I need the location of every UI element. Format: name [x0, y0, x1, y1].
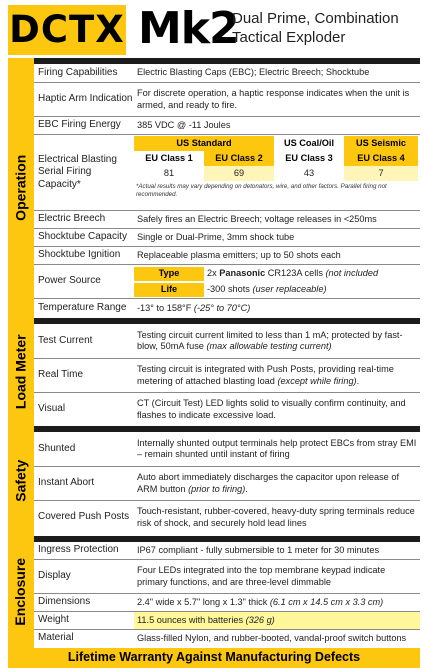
instant-abort-text: Auto abort immediately discharges the capacitor upon release of ARM button — [137, 472, 399, 494]
row-value: Replaceable plasma emitters; up to 50 shots each — [137, 249, 341, 260]
row-ingress — [34, 542, 420, 559]
power-type-key: Type — [134, 267, 204, 281]
class-3: EU Class 3 — [274, 151, 344, 166]
instant-abort-end: . — [245, 483, 248, 494]
group-us-seismic: US Seismic — [344, 136, 418, 151]
table-footnote: *Actual results may vary depending on detonators, wire, and other factors. Parallel firing not recommended. — [136, 183, 387, 198]
test-current-note: (max allowable testing current) — [206, 341, 332, 351]
product-name: Dual Prime, Combination Tactical Exploder — [232, 10, 399, 46]
section-load-meter — [8, 318, 420, 426]
power-type-post: CR123A cells — [265, 267, 326, 278]
row-label: Dimensions — [38, 596, 91, 608]
section-enclosure — [8, 536, 420, 648]
weight-text: 11.5 ounces with batteries — [137, 614, 246, 625]
row-dimensions — [34, 593, 420, 611]
row-value: Touch-resistant, rubber-covered, heavy-duty spring terminals reduce risk of shock, and securely hold lead lines — [137, 506, 415, 528]
value-class-1: 81 — [163, 167, 175, 178]
section-tab-safety — [8, 426, 34, 536]
power-type-note: (not included — [325, 267, 379, 278]
power-life-note: (user replaceable) — [252, 283, 327, 294]
row-display — [34, 559, 420, 593]
table-class-header — [134, 151, 418, 166]
real-time-text: Testing circuit is integrated with Push Posts, providing real-time metering of attached blasting load — [137, 364, 394, 386]
row-value: IP67 compliant - fully submersible to 1 meter for 30 minutes — [137, 544, 380, 555]
row-value: Single or Dual-Prime, 3mm shock tube — [137, 231, 295, 242]
row-label: Electric Breech — [38, 213, 106, 225]
row-label: Haptic Arm Indication — [38, 93, 133, 105]
row-real-time — [34, 358, 420, 392]
section-title: Enclosure — [12, 558, 29, 626]
dimensions-metric: (6.1 cm x 14.5 cm x 3.3 cm) — [269, 596, 384, 607]
row-value: Safely fires an Electric Breech; voltage releases in <250ms — [137, 213, 377, 224]
section-title: Operation — [12, 154, 29, 222]
real-time-note: (except while firing) — [277, 375, 357, 386]
power-type-value — [204, 267, 418, 281]
value-class-4: 7 — [344, 166, 418, 181]
section-operation — [8, 58, 420, 318]
warranty-banner: Lifetime Warranty Against Manufacturing Defects — [8, 648, 420, 668]
enclosure-rows — [34, 542, 420, 648]
value-class-2: 69 — [204, 166, 274, 181]
row-value — [134, 594, 420, 611]
row-label: Power Source — [38, 275, 101, 287]
real-time-end: . — [356, 375, 360, 386]
dimensions-text: 2.4" wide x 5.7" long x 1.3" thick — [137, 596, 270, 607]
row-label: Real Time — [38, 369, 84, 381]
row-label: Firing Capabilities — [38, 66, 118, 78]
class-1: EU Class 1 — [134, 151, 204, 166]
row-material — [34, 629, 420, 647]
row-label: Test Current — [38, 334, 93, 346]
instant-abort-note: (prior to firing) — [188, 483, 246, 494]
row-temperature — [34, 298, 420, 318]
row-value: For discrete operation, a haptic response indicates when the unit is armed, and ready to fire. — [137, 88, 410, 110]
row-weight — [34, 611, 420, 629]
row-instant-abort — [34, 466, 420, 500]
table-values — [134, 166, 418, 181]
value-class-3: 43 — [303, 167, 315, 178]
row-covered-push-posts — [34, 500, 420, 534]
row-value: Four LEDs integrated into the top membrane keypad indicate primary functions, and are three-level dimmable — [137, 565, 386, 587]
load-meter-rows — [34, 324, 420, 426]
row-value — [134, 135, 420, 210]
row-label: Shocktube Capacity — [38, 231, 127, 243]
row-ebc-energy — [34, 116, 420, 134]
row-label: EBC Firing Energy — [38, 119, 121, 131]
section-title: Safety — [12, 459, 29, 503]
temperature-f: -13° to 158°F — [137, 302, 194, 313]
row-value — [134, 612, 420, 629]
row-shocktube-capacity — [34, 228, 420, 246]
temperature-c: (-25° to 70°C) — [193, 302, 251, 313]
row-electric-breech — [34, 210, 420, 228]
row-value — [134, 324, 420, 358]
row-value: 385 VDC @ -11 Joules — [137, 119, 231, 130]
power-life-key: Life — [134, 283, 204, 297]
row-serial-firing — [34, 134, 420, 210]
row-label: Covered Push Posts — [38, 511, 130, 523]
operation-rows — [34, 64, 420, 318]
section-safety — [8, 426, 420, 536]
section-tab-operation — [8, 58, 34, 318]
class-4: EU Class 4 — [344, 151, 418, 166]
row-value — [134, 265, 420, 298]
serial-firing-table — [134, 136, 418, 199]
section-tab-load-meter — [8, 318, 34, 426]
logo — [8, 5, 126, 55]
power-life-pre: -300 shots — [207, 283, 253, 294]
safety-rows — [34, 432, 420, 536]
logo-text: DCTX — [9, 7, 125, 51]
row-power-source — [34, 264, 420, 298]
row-shocktube-ignition — [34, 246, 420, 264]
row-value: Glass-filled Nylon, and rubber-booted, vandal-proof switch buttons — [137, 632, 407, 643]
row-label: Shocktube Ignition — [38, 249, 121, 261]
row-value: Electric Blasting Caps (EBC); Electric Breech; Shocktube — [137, 67, 370, 78]
row-label: Visual — [38, 403, 66, 415]
row-value — [134, 299, 420, 318]
row-label: Ingress Protection — [38, 544, 119, 556]
power-type-pre: 2x — [207, 267, 220, 278]
section-title: Load Meter — [12, 334, 29, 410]
group-us-standard: US Standard — [134, 136, 274, 151]
group-us-coal-oil: US Coal/Oil — [274, 136, 344, 151]
row-test-current — [34, 324, 420, 358]
test-current-text: Testing circuit current limited to less than 1 mA; protected by fast-blow, 50mA fuse — [137, 329, 403, 351]
row-value — [134, 467, 420, 500]
weight-metric: (326 g) — [245, 614, 275, 625]
power-type-brand: Panasonic — [219, 267, 266, 278]
row-visual — [34, 392, 420, 426]
row-label: Instant Abort — [38, 477, 95, 489]
model-name: Mk2 — [138, 3, 239, 54]
section-tab-enclosure — [8, 536, 34, 648]
row-firing-capabilities — [34, 64, 420, 82]
row-label: Weight — [38, 614, 69, 626]
row-label: Temperature Range — [38, 302, 127, 314]
header — [0, 0, 424, 58]
row-label: Material — [38, 632, 74, 644]
power-life-row — [134, 283, 418, 297]
class-2: EU Class 2 — [204, 151, 274, 166]
row-value: Internally shunted output terminals help protect EBCs from stray EMI – remain shunted until instant of firing — [137, 437, 417, 459]
row-value: CT (Circuit Test) LED lights solid to visually confirm continuity, and flashes to indicate excessive load. — [137, 398, 406, 420]
row-label: Electrical Blasting Serial Firing Capacity* — [38, 153, 117, 190]
power-life-value — [204, 283, 418, 297]
row-haptic-arm — [34, 82, 420, 116]
row-label: Shunted — [38, 442, 76, 454]
row-label: Display — [38, 570, 71, 582]
table-group-header — [134, 136, 418, 151]
power-type-row — [134, 267, 418, 281]
row-shunted — [34, 432, 420, 466]
row-value — [134, 359, 420, 392]
